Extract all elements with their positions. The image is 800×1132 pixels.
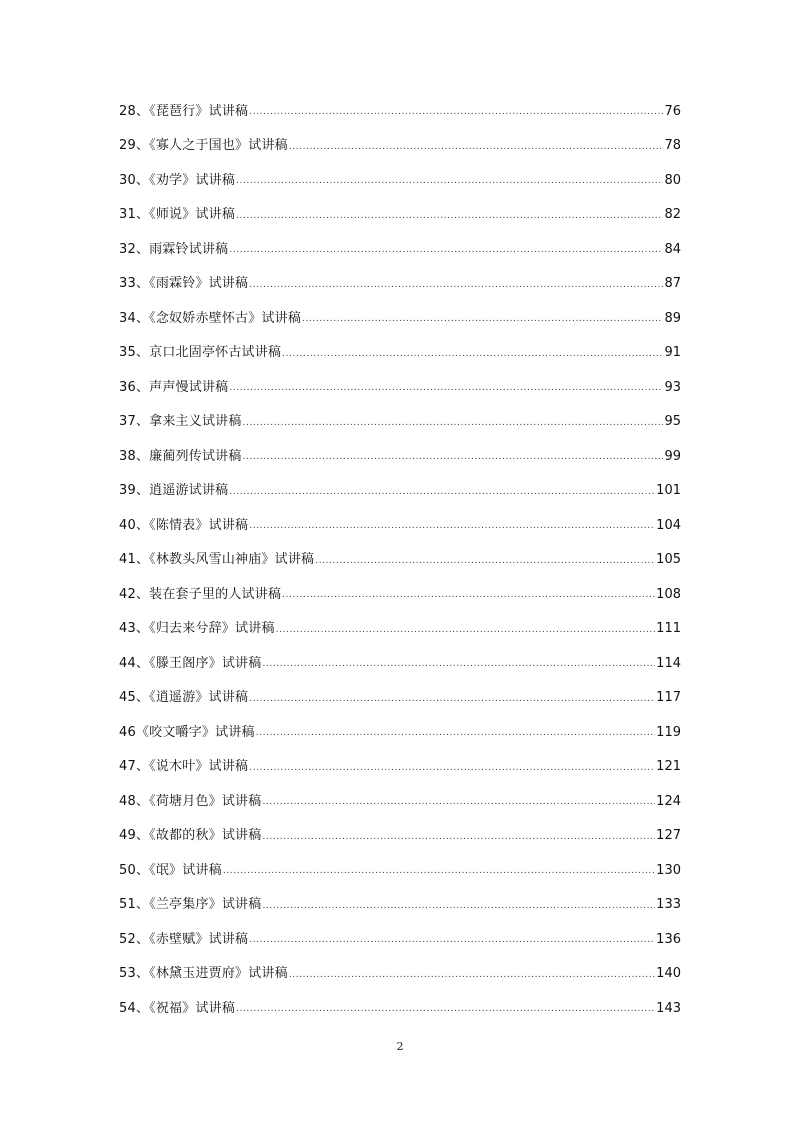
- toc-entry-page: 108: [656, 586, 681, 602]
- toc-dot-leader: [243, 415, 664, 429]
- toc-entry[interactable]: [119, 370, 681, 405]
- toc-entry-page: 91: [664, 345, 681, 361]
- toc-entry-page: 76: [664, 103, 681, 119]
- toc-entry[interactable]: [119, 543, 681, 578]
- toc-entry-page: 84: [664, 241, 681, 257]
- toc-dot-leader: [229, 484, 655, 498]
- toc-entry-title: 30、《劝学》试讲稿: [119, 172, 236, 188]
- toc-entry[interactable]: [119, 750, 681, 785]
- toc-entry-title: 31、《师说》试讲稿: [119, 207, 236, 223]
- toc-entry-title: 53、《林黛玉进贾府》试讲稿: [119, 966, 288, 982]
- toc-dot-leader: [315, 553, 655, 567]
- toc-entry[interactable]: [119, 129, 681, 164]
- toc-entry-page: 127: [656, 828, 681, 844]
- toc-entry[interactable]: [119, 232, 681, 267]
- toc-entry-title: 48、《荷塘月色》试讲稿: [119, 793, 262, 809]
- toc-entry-page: 117: [656, 690, 681, 706]
- toc-entry-title: 41、《林教头风雪山神庙》试讲稿: [119, 552, 315, 568]
- toc-entry-page: 104: [656, 517, 681, 533]
- toc-entry[interactable]: [119, 681, 681, 716]
- toc-entry-title: 46《咬文嚼字》试讲稿: [119, 724, 255, 740]
- toc-entry-title: 37、拿来主义试讲稿: [119, 414, 242, 430]
- toc-entry[interactable]: [119, 336, 681, 371]
- toc-entry-page: 133: [656, 897, 681, 913]
- toc-dot-leader: [282, 587, 655, 601]
- toc-entry[interactable]: [119, 888, 681, 923]
- toc-entry-title: 54、《祝福》试讲稿: [119, 1000, 236, 1016]
- toc-entry-title: 40、《陈情表》试讲稿: [119, 517, 249, 533]
- toc-entry-page: 95: [664, 414, 681, 430]
- toc-entry-page: 111: [656, 621, 681, 637]
- toc-entry-page: 80: [664, 172, 681, 188]
- toc-dot-leader: [249, 932, 655, 946]
- toc-dot-leader: [262, 829, 655, 843]
- toc-entry-page: 89: [664, 310, 681, 326]
- toc-entry-page: 143: [656, 1000, 681, 1016]
- toc-entry-page: 130: [656, 862, 681, 878]
- toc-dot-leader: [249, 518, 655, 532]
- toc-entry-title: 38、廉蔺列传试讲稿: [119, 448, 242, 464]
- toc-entry[interactable]: [119, 646, 681, 681]
- toc-entry[interactable]: [119, 991, 681, 1026]
- toc-entry[interactable]: [119, 577, 681, 612]
- toc-entry-title: 29、《寡人之于国也》试讲稿: [119, 138, 288, 154]
- toc-dot-leader: [223, 863, 655, 877]
- toc-entry[interactable]: [119, 612, 681, 647]
- toc-entry[interactable]: [119, 163, 681, 198]
- toc-dot-leader: [236, 1001, 655, 1015]
- toc-entry-title: 52、《赤壁赋》试讲稿: [119, 931, 249, 947]
- toc-entry-page: 124: [656, 793, 681, 809]
- toc-dot-leader: [249, 277, 663, 291]
- toc-entry-page: 99: [664, 448, 681, 464]
- toc-entry-page: 78: [664, 138, 681, 154]
- toc-entry-title: 36、声声慢试讲稿: [119, 379, 229, 395]
- toc-entry[interactable]: [119, 922, 681, 957]
- toc-entry[interactable]: [119, 198, 681, 233]
- toc-entry-title: 32、雨霖铃试讲稿: [119, 241, 229, 257]
- toc-dot-leader: [249, 104, 663, 118]
- toc-entry-title: 34、《念奴娇赤壁怀古》试讲稿: [119, 310, 302, 326]
- toc-entry-title: 35、京口北固亭怀古试讲稿: [119, 345, 282, 361]
- toc-entry-page: 87: [664, 276, 681, 292]
- toc-entry[interactable]: [119, 439, 681, 474]
- toc-dot-leader: [249, 691, 655, 705]
- toc-entry-page: 114: [656, 655, 681, 671]
- toc-entry-title: 50、《氓》试讲稿: [119, 862, 222, 878]
- toc-dot-leader: [229, 380, 663, 394]
- toc-dot-leader: [289, 139, 664, 153]
- toc-entry-title: 45、《逍遥游》试讲稿: [119, 690, 249, 706]
- toc-entry[interactable]: [119, 853, 681, 888]
- toc-entry-page: 101: [656, 483, 681, 499]
- toc-dot-leader: [302, 311, 663, 325]
- toc-entry-title: 51、《兰亭集序》试讲稿: [119, 897, 262, 913]
- toc-entry[interactable]: [119, 405, 681, 440]
- toc-dot-leader: [236, 173, 663, 187]
- toc-dot-leader: [282, 346, 663, 360]
- toc-entry-title: 42、装在套子里的人试讲稿: [119, 586, 282, 602]
- toc-entry-page: 136: [656, 931, 681, 947]
- toc-dot-leader: [229, 242, 663, 256]
- toc-dot-leader: [262, 656, 655, 670]
- table-of-contents: [119, 94, 681, 1026]
- toc-entry[interactable]: [119, 715, 681, 750]
- toc-dot-leader: [249, 760, 655, 774]
- toc-dot-leader: [256, 725, 655, 739]
- toc-entry-title: 28、《琵琶行》试讲稿: [119, 103, 249, 119]
- toc-entry-page: 121: [656, 759, 681, 775]
- toc-entry-title: 33、《雨霖铃》试讲稿: [119, 276, 249, 292]
- toc-entry[interactable]: [119, 94, 681, 129]
- toc-entry[interactable]: [119, 267, 681, 302]
- toc-entry[interactable]: [119, 508, 681, 543]
- toc-entry-page: 140: [656, 966, 681, 982]
- toc-entry[interactable]: [119, 819, 681, 854]
- toc-entry-page: 93: [664, 379, 681, 395]
- page-number: 2: [396, 1040, 404, 1053]
- toc-dot-leader: [243, 449, 664, 463]
- toc-dot-leader: [236, 208, 663, 222]
- toc-entry-page: 82: [664, 207, 681, 223]
- toc-dot-leader: [276, 622, 656, 636]
- toc-dot-leader: [262, 794, 655, 808]
- toc-entry-title: 44、《滕王阁序》试讲稿: [119, 655, 262, 671]
- toc-entry[interactable]: [119, 957, 681, 992]
- toc-dot-leader: [289, 967, 655, 981]
- toc-entry-title: 39、逍遥游试讲稿: [119, 483, 229, 499]
- toc-entry-title: 49、《故都的秋》试讲稿: [119, 828, 262, 844]
- toc-entry-title: 47、《说木叶》试讲稿: [119, 759, 249, 775]
- toc-entry-title: 43、《归去来兮辞》试讲稿: [119, 621, 275, 637]
- toc-entry-page: 119: [656, 724, 681, 740]
- toc-dot-leader: [262, 898, 655, 912]
- toc-entry[interactable]: [119, 784, 681, 819]
- toc-entry[interactable]: [119, 301, 681, 336]
- toc-entry-page: 105: [656, 552, 681, 568]
- toc-entry[interactable]: [119, 474, 681, 509]
